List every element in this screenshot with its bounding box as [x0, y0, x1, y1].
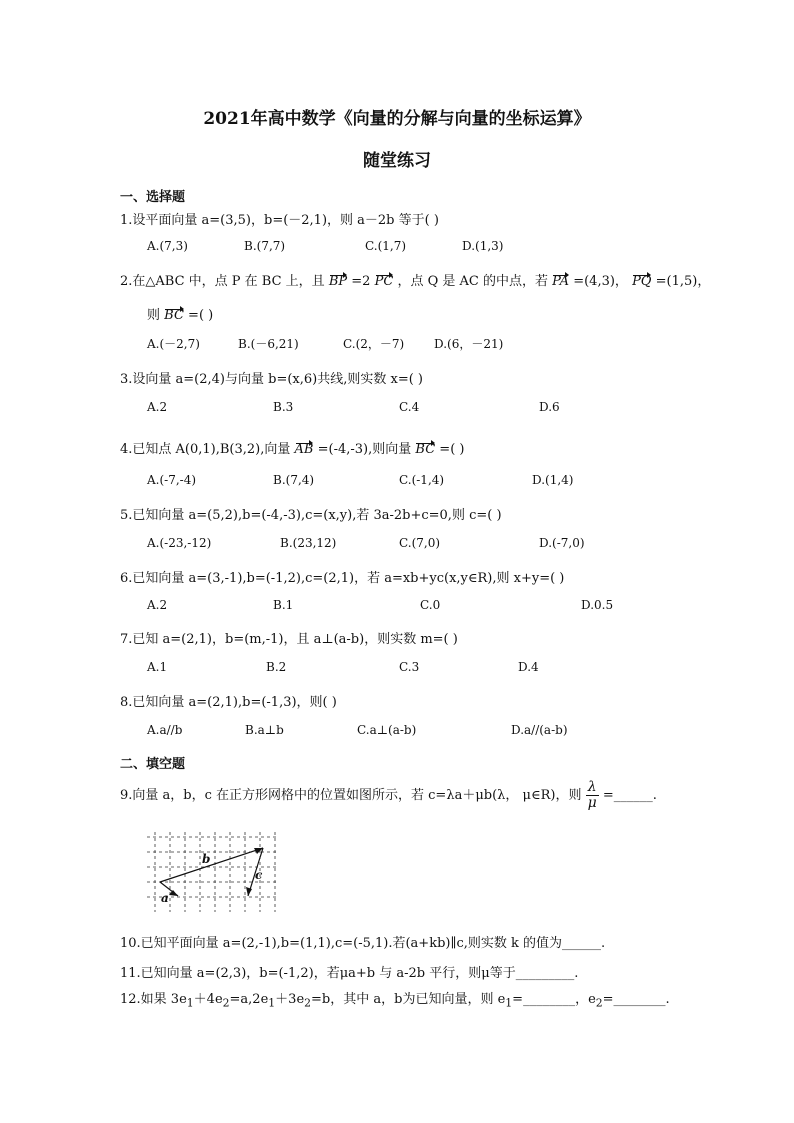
q4-option-b: B.(7,4) — [273, 473, 315, 487]
q9-text-pre: 9.向量 a，b，c 在正方形网格中的位置如图所示，若 c=λa＋μb(λ， μ∈R)，则 — [120, 788, 582, 803]
q2-option-b: B.(－6,21) — [238, 337, 299, 351]
vector-b-line — [160, 848, 263, 882]
q1-option-d: D.(1,3) — [462, 239, 504, 253]
vector-pa: PA — [552, 274, 570, 289]
q12-sub-2: 2 — [222, 996, 230, 1010]
vector-bc: BC — [164, 308, 184, 323]
question-4 — [120, 438, 464, 457]
q3-option-c: C.4 — [399, 400, 420, 414]
question-12 — [120, 988, 670, 1010]
q3-option-b: B.3 — [273, 400, 294, 414]
q4-text-pre: 4.已知点 A(0,1),B(3,2),向量 — [120, 442, 291, 457]
q8-option-b: B.a⊥b — [245, 723, 284, 737]
q4-option-a: A.(-7,-4) — [147, 473, 197, 487]
q3-option-a: A.2 — [147, 400, 168, 414]
fraction-lambda-mu — [586, 780, 599, 811]
q6-option-d: D.0.5 — [581, 598, 614, 612]
q2-option-d: D.(6，－21) — [434, 337, 504, 351]
question-8: 8.已知向量 a=(2,1),b=(-1,3)，则( ) — [120, 695, 337, 710]
q12-part-5: =b，其中 a，b为已知向量，则 e — [311, 992, 506, 1007]
label-b: b — [202, 852, 211, 866]
q2-line2-pre: 则 — [147, 308, 161, 323]
q8-option-c: C.a⊥(a-b) — [357, 723, 417, 737]
q12-part-2: ＋4e — [193, 992, 223, 1007]
q12-sub-5: 1 — [505, 996, 513, 1010]
q7-option-c: C.3 — [399, 660, 420, 674]
question-2-line2 — [147, 304, 213, 323]
question-5: 5.已知向量 a=(5,2),b=(-4,-3),c=(x,y),若 3a-2b+c=0,则 c=( ) — [120, 508, 502, 523]
q1-option-b: B.(7,7) — [244, 239, 286, 253]
q12-part-3: =a,2e — [229, 992, 269, 1007]
q12-part-1: 12.如果 3e — [120, 992, 187, 1007]
q2-text-mid2: ，点 Q 是 AC 的中点，若 — [397, 274, 548, 289]
page-title: 2021年高中数学《向量的分解与向量的坐标运算》 — [203, 109, 591, 129]
q6-option-a: A.2 — [147, 598, 168, 612]
fraction-denominator: μ — [587, 795, 597, 811]
q4-option-d: D.(1,4) — [532, 473, 574, 487]
label-a: a — [161, 891, 169, 905]
q4-option-c: C.(-1,4) — [399, 473, 445, 487]
q3-option-d: D.6 — [539, 400, 560, 414]
vector-bc-q4: BC — [415, 442, 436, 457]
q2-text-pre: 2.在△ABC 中，点 P 在 BC 上，且 — [120, 274, 325, 289]
q2-text-mid1: =2 — [351, 274, 371, 289]
q8-option-a: A.a//b — [147, 723, 183, 737]
q12-sub-6: 2 — [595, 996, 603, 1010]
question-1: 1.设平面向量 a=(3,5)，b=(－2,1)，则 a－2b 等于( ) — [120, 213, 439, 228]
question-10: 10.已知平面向量 a=(2,-1),b=(1,1),c=(-5,1).若(a+kb)∥c,则实数 k 的值为______. — [120, 936, 606, 951]
q12-sub-4: 2 — [304, 996, 312, 1010]
question-9 — [120, 780, 657, 811]
q1-option-a: A.(7,3) — [147, 239, 188, 253]
q12-sub-3: 1 — [268, 996, 276, 1010]
q5-option-c: C.(7,0) — [399, 536, 441, 550]
vector-pq: PQ — [632, 274, 652, 289]
q7-option-b: B.2 — [266, 660, 287, 674]
q9-text-end: =______. — [602, 788, 657, 803]
question-7: 7.已知 a=(2,1)，b=(m,-1)，且 a⊥(a-b)，则实数 m=( ) — [120, 632, 458, 647]
q8-option-d: D.a//(a-b) — [511, 723, 568, 737]
question-2 — [120, 270, 710, 289]
q5-option-d: D.(-7,0) — [539, 536, 585, 550]
q7-option-a: A.1 — [147, 660, 168, 674]
vector-bp: BP — [328, 274, 348, 289]
q5-option-b: B.(23,12) — [280, 536, 337, 550]
q2-line2-end: =( ) — [188, 308, 214, 323]
q5-option-a: A.(-23,-12) — [147, 536, 212, 550]
vector-grid-figure — [147, 832, 279, 912]
q12-sub-1: 1 — [186, 996, 194, 1010]
q7-option-d: D.4 — [518, 660, 539, 674]
q2-option-a: A.(－2,7) — [147, 337, 200, 351]
fraction-numerator: λ — [586, 780, 599, 796]
q2-text-end: =(1,5)， — [655, 274, 711, 289]
label-c: c — [255, 868, 263, 882]
q2-option-c: C.(2，－7) — [343, 337, 405, 351]
q6-option-b: B.1 — [273, 598, 294, 612]
vector-pc: PC — [374, 274, 394, 289]
q6-option-c: C.0 — [420, 598, 441, 612]
page-subtitle: 随堂练习 — [363, 151, 431, 171]
q12-part-7: =________. — [602, 992, 670, 1007]
q12-part-4: ＋3e — [275, 992, 305, 1007]
vector-ab: AB — [294, 442, 314, 457]
q12-part-6: =________，e — [512, 992, 596, 1007]
question-3: 3.设向量 a=(2,4)与向量 b=(x,6)共线,则实数 x=( ) — [120, 372, 423, 387]
question-11: 11.已知向量 a=(2,3)，b=(-1,2)，若μa+b 与 a-2b 平行，则μ等于_________. — [120, 966, 579, 981]
section-choice: 一、选择题 — [120, 190, 186, 205]
q4-text-mid: =(-4,-3),则向量 — [317, 442, 412, 457]
question-6: 6.已知向量 a=(3,-1),b=(-1,2),c=(2,1)，若 a=xb+yc(x,y∈R),则 x+y=( ) — [120, 571, 565, 586]
q1-option-c: C.(1,7) — [365, 239, 407, 253]
q4-text-end: =( ) — [439, 442, 465, 457]
section-fill: 二、填空题 — [120, 757, 186, 772]
q2-text-mid3: =(4,3)， — [573, 274, 628, 289]
